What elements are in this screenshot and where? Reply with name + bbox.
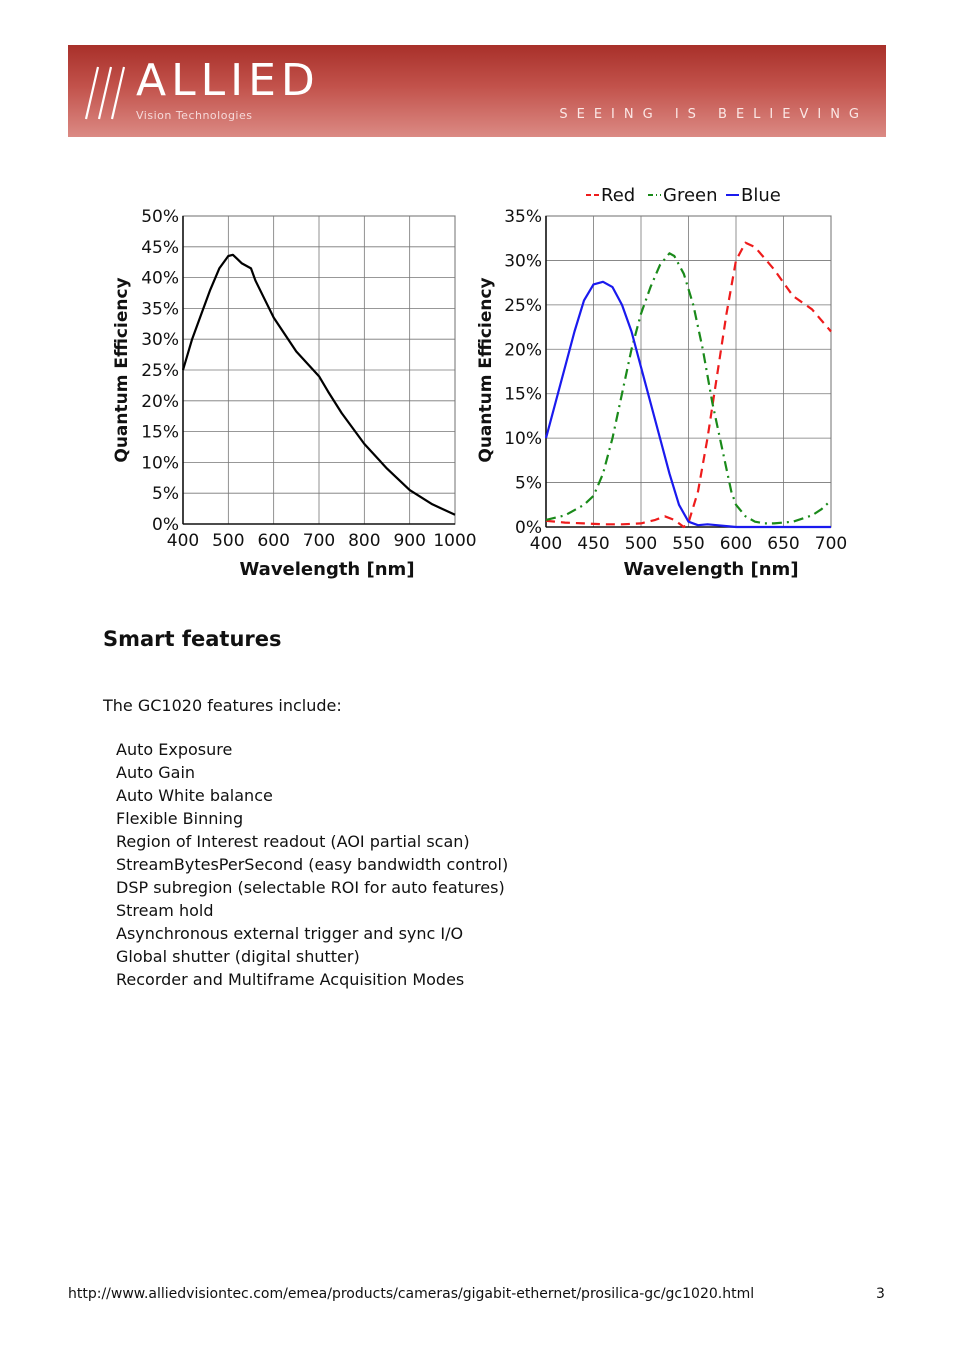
y-tick-label: 25% — [141, 361, 179, 381]
x-tick-label: 400 — [166, 531, 200, 551]
legend-label: Red — [601, 185, 636, 206]
x-tick-label: 500 — [624, 534, 658, 554]
y-tick-label: 5% — [515, 473, 542, 494]
y-tick-label: 35% — [141, 299, 179, 320]
x-tick-label: 700 — [814, 534, 848, 554]
y-tick-label: 10% — [504, 429, 542, 450]
x-tick-label: 550 — [672, 534, 705, 554]
y-tick-label: 20% — [504, 340, 542, 361]
x-tick-label: 1000 — [433, 531, 477, 551]
list-item: Asynchronous external trigger and sync I/O — [116, 924, 464, 943]
x-axis-label: Wavelength [nm] — [623, 559, 799, 580]
footer-url: http://www.alliedvisiontec.com/emea/products/cameras/gigabit-ethernet/prosilica-gc/gc1020.html — [68, 1286, 755, 1302]
y-tick-label: 15% — [141, 422, 179, 443]
logo-text: ALLIED — [136, 55, 320, 106]
legend-label: Blue — [741, 185, 781, 206]
list-item: Global shutter (digital shutter) — [116, 947, 360, 966]
y-tick-label: 20% — [141, 391, 179, 412]
y-tick-label: 5% — [152, 484, 179, 505]
y-tick-label: 0% — [152, 515, 179, 535]
y-tick-label: 50% — [141, 207, 179, 227]
header-banner — [68, 45, 886, 137]
logo-slashes-icon — [82, 65, 134, 121]
tagline: SEEING IS BELIEVING — [559, 107, 868, 122]
y-tick-label: 10% — [141, 453, 179, 474]
x-tick-label: 900 — [393, 531, 426, 551]
x-tick-label: 600 — [719, 534, 753, 554]
list-item: DSP subregion (selectable ROI for auto features) — [116, 878, 505, 897]
list-item: StreamBytesPerSecond (easy bandwidth control) — [116, 855, 509, 874]
x-tick-label: 650 — [767, 534, 800, 554]
intro-text: The GC1020 features include: — [103, 696, 342, 715]
y-tick-label: 15% — [504, 384, 542, 405]
list-item: Auto Exposure — [116, 740, 233, 759]
y-tick-label: 40% — [141, 268, 179, 289]
y-tick-label: 30% — [141, 330, 179, 351]
x-tick-label: 800 — [348, 531, 381, 551]
x-tick-label: 600 — [257, 531, 290, 551]
page-number: 3 — [876, 1286, 885, 1302]
y-tick-label: 30% — [504, 251, 542, 272]
legend — [586, 185, 781, 206]
x-tick-label: 700 — [302, 531, 336, 551]
color-qe-chart — [470, 178, 870, 590]
list-item: Auto White balance — [116, 786, 273, 805]
legend-label: Green — [663, 185, 718, 206]
plot-area — [183, 216, 455, 524]
list-item: Region of Interest readout (AOI partial scan) — [116, 832, 470, 851]
list-item: Recorder and Multiframe Acquisition Modes — [116, 970, 465, 989]
y-axis-label: Quantum Efficiency — [112, 277, 132, 463]
x-tick-label: 450 — [577, 534, 610, 554]
y-axis-label: Quantum Efficiency — [476, 277, 496, 463]
x-tick-label: 500 — [212, 531, 245, 551]
list-item: Flexible Binning — [116, 809, 244, 828]
section-title: Smart features — [103, 627, 282, 651]
y-tick-label: 45% — [141, 237, 179, 258]
list-item: Stream hold — [116, 901, 214, 920]
y-tick-label: 25% — [504, 295, 542, 316]
x-tick-label: 400 — [529, 534, 563, 554]
logo-subtext: Vision Technologies — [136, 109, 253, 122]
feature-list — [116, 738, 508, 991]
y-tick-label: 35% — [504, 207, 542, 227]
x-axis-label: Wavelength [nm] — [239, 559, 415, 580]
plot-area — [546, 216, 831, 527]
list-item: Auto Gain — [116, 763, 196, 782]
y-tick-label: 0% — [515, 518, 542, 538]
mono-qe-chart — [95, 195, 495, 590]
